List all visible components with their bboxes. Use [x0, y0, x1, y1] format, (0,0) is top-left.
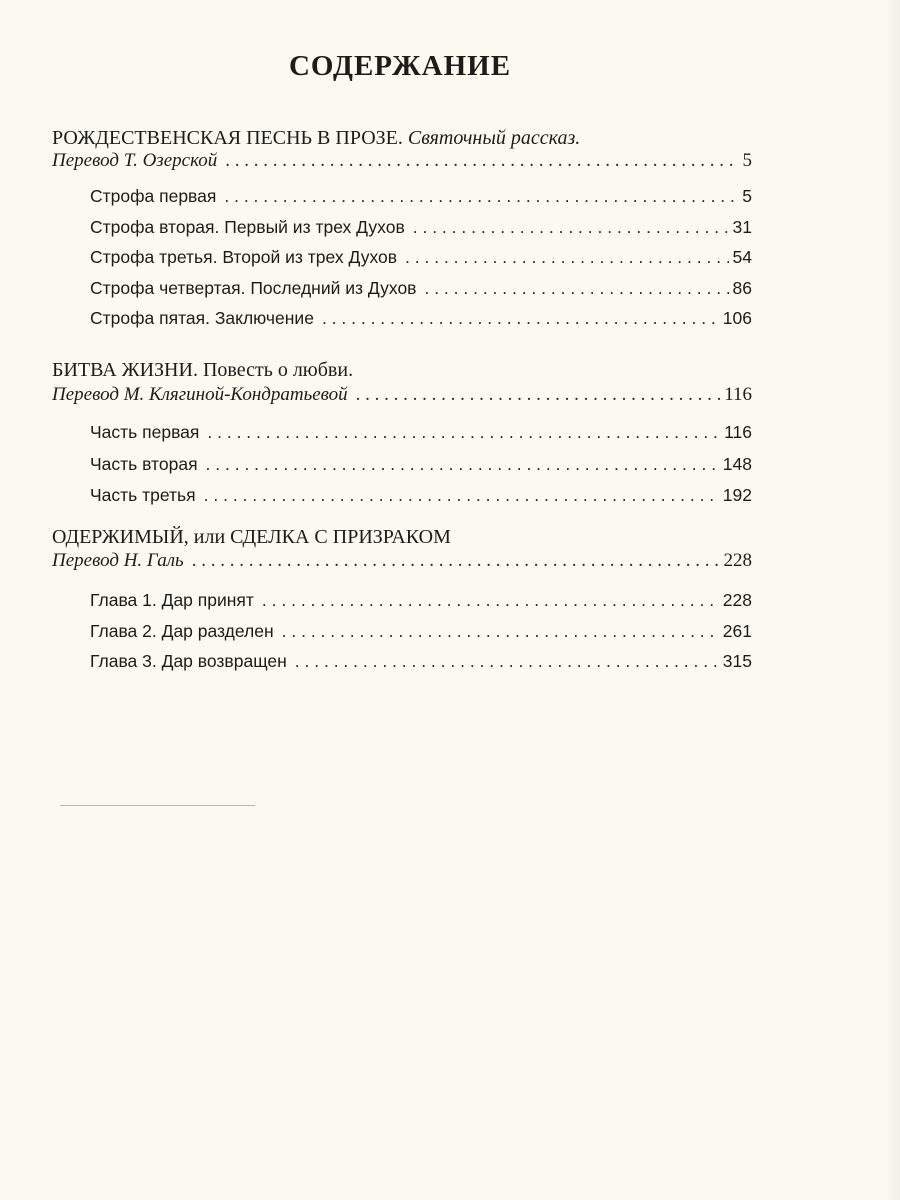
toc-entry-translator[interactable]	[52, 548, 752, 574]
dot-leader	[413, 214, 729, 240]
dot-leader	[282, 618, 719, 644]
toc-entry[interactable]	[90, 183, 752, 209]
section-heading	[52, 357, 353, 383]
page-number: 31	[732, 217, 752, 237]
page-number: 116	[724, 422, 752, 442]
toc-entry-translator[interactable]	[52, 382, 752, 408]
page-number: 5	[742, 150, 752, 171]
entry-label: Часть вторая	[90, 454, 198, 474]
toc-entry[interactable]	[90, 275, 752, 301]
dot-leader	[225, 148, 738, 174]
page-edge-shadow	[886, 0, 900, 1200]
dot-leader	[206, 451, 719, 477]
toc-entry[interactable]	[90, 618, 752, 644]
translator-label: Перевод М. Клягиной-Кондратьевой	[52, 384, 348, 405]
entry-label: Глава 3. Дар возвращен	[90, 651, 287, 671]
toc-entry-translator[interactable]	[52, 148, 752, 174]
dot-leader	[207, 419, 720, 445]
entry-label: Строфа пятая. Заключение	[90, 308, 314, 328]
dot-leader	[356, 382, 721, 408]
entry-label: Часть третья	[90, 485, 196, 505]
toc-entry[interactable]	[90, 244, 752, 270]
section-title: ОДЕРЖИМЫЙ, или СДЕЛКА С ПРИЗРАКОМ	[52, 526, 451, 548]
page-number: 116	[724, 384, 752, 405]
section-subtitle: Святочный рассказ.	[407, 127, 581, 149]
page-number: 106	[722, 308, 752, 328]
section-title: БИТВА ЖИЗНИ.	[52, 359, 198, 381]
toc-entry[interactable]	[90, 451, 752, 477]
section-heading	[52, 524, 451, 550]
section-title: РОЖДЕСТВЕНСКАЯ ПЕСНЬ В ПРОЗЕ.	[52, 127, 403, 149]
dot-leader	[405, 244, 729, 270]
toc-entry[interactable]	[90, 305, 752, 331]
section-subtitle: Повесть о любви.	[202, 359, 354, 381]
entry-label: Глава 2. Дар разделен	[90, 621, 274, 641]
page-number: 86	[732, 278, 752, 298]
entry-label: Часть первая	[90, 422, 200, 442]
entry-label: Строфа вторая. Первый из трех Духов	[90, 217, 405, 237]
entry-label: Строфа первая	[90, 186, 217, 206]
toc-entry[interactable]	[90, 482, 752, 508]
page-number: 228	[722, 590, 752, 610]
dot-leader	[262, 587, 719, 613]
dot-leader	[204, 482, 719, 508]
page-number: 192	[722, 485, 752, 505]
page-number: 315	[722, 651, 752, 671]
toc-entry[interactable]	[90, 419, 752, 445]
translator-label: Перевод Т. Озерской	[52, 150, 218, 171]
toc-entry[interactable]	[90, 214, 752, 240]
page-number: 148	[722, 454, 752, 474]
toc-entry[interactable]	[90, 648, 752, 674]
entry-label: Глава 1. Дар принят	[90, 590, 254, 610]
divider-rule	[60, 805, 255, 806]
page-title: СОДЕРЖАНИЕ	[288, 50, 512, 82]
entry-label: Строфа третья. Второй из трех Духов	[90, 247, 398, 267]
dot-leader	[424, 275, 728, 301]
page-number: 5	[742, 186, 752, 206]
page-number: 261	[722, 621, 752, 641]
page-number: 228	[723, 550, 752, 571]
page-number: 54	[732, 247, 752, 267]
entry-label: Строфа четвертая. Последний из Духов	[90, 278, 417, 298]
dot-leader	[322, 305, 719, 331]
dot-leader	[192, 548, 720, 574]
translator-label: Перевод Н. Галь	[52, 550, 184, 571]
toc-entry[interactable]	[90, 587, 752, 613]
dot-leader	[295, 648, 719, 674]
dot-leader	[224, 183, 738, 209]
